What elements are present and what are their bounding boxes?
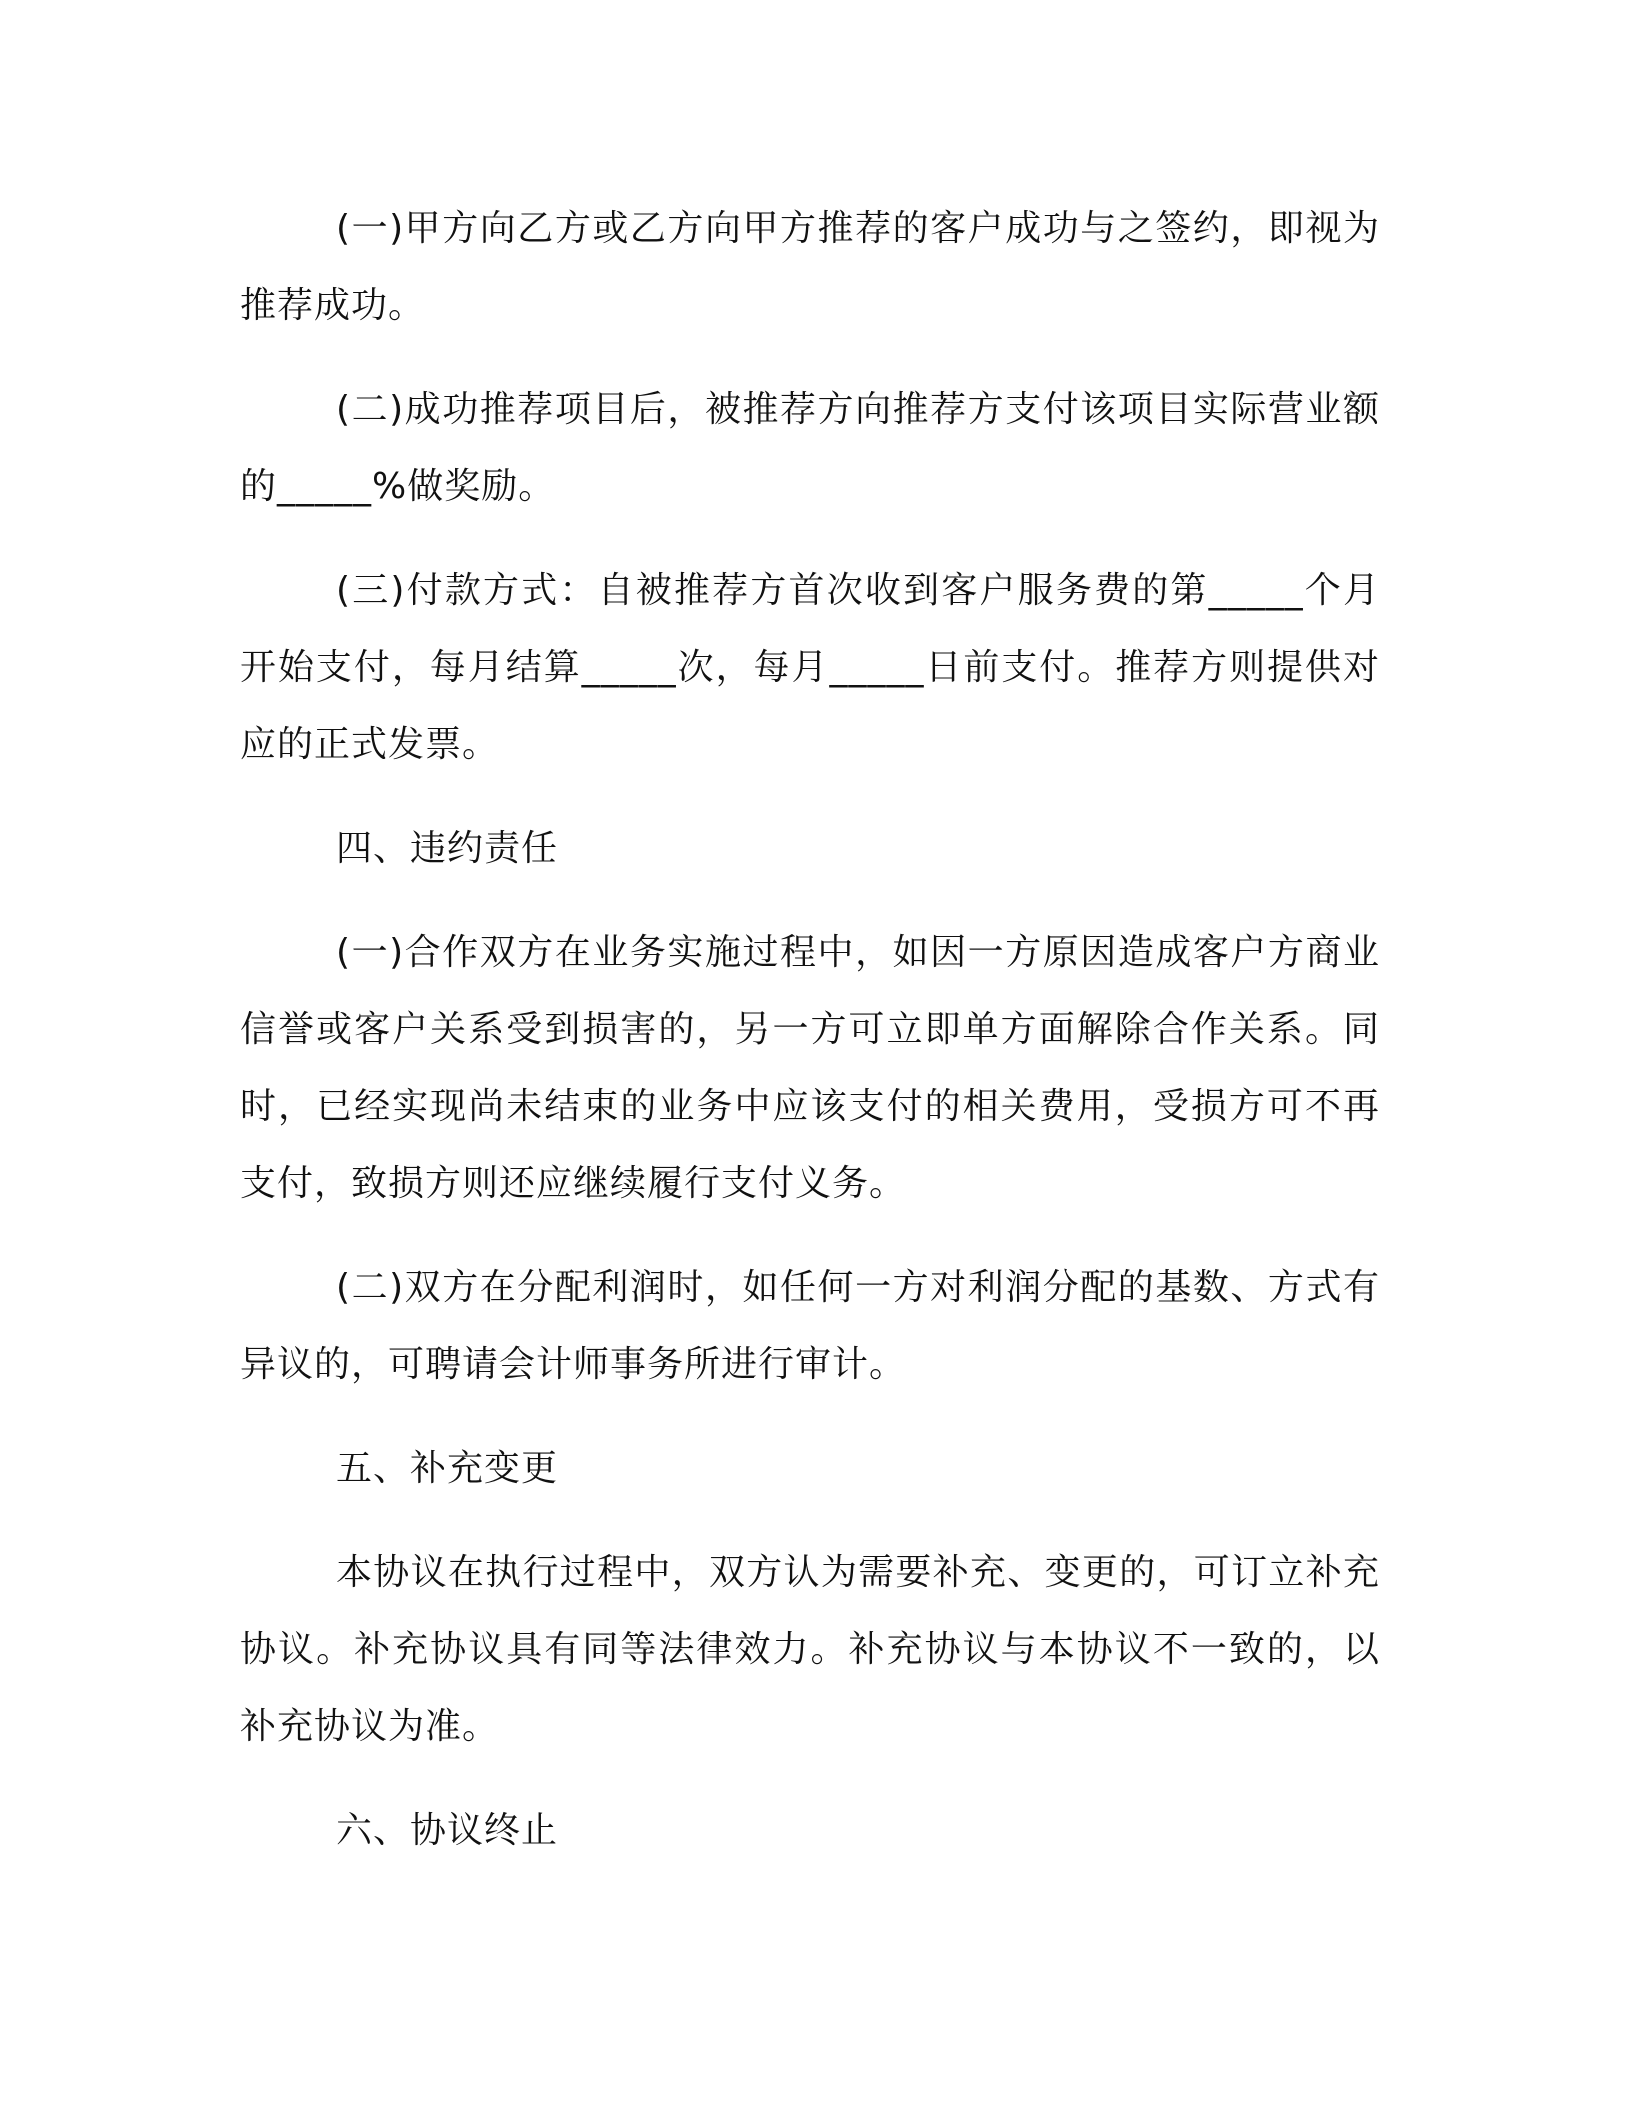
section-heading-termination: 六、协议终止 [336,1810,559,1851]
document-body [240,190,1380,1896]
clause-3-2: (二)成功推荐项目后，被推荐方向推荐方支付该项目实际营业额的_____%做奖励。 [240,389,1380,507]
section-heading-breach-liability: 四、违约责任 [336,828,559,869]
clause-4-2: (二)双方在分配利润时，如任何一方对利润分配的基数、方式有异议的，可聘请会计师事务所进行审计。 [240,1267,1380,1385]
section-heading-supplement-change: 五、补充变更 [336,1448,559,1489]
clause-4-1: (一)合作双方在业务实施过程中，如因一方原因造成客户方商业信誉或客户关系受到损害的，另一方可立即单方面解除合作关系。同时，已经实现尚未结束的业务中应该支付的相关费用，受损方可不再支付，致损方则还应继续履行支付义务。 [240,932,1380,1204]
clause-5-body: 本协议在执行过程中，双方认为需要补充、变更的，可订立补充协议。补充协议具有同等法律效力。补充协议与本协议不一致的，以补充协议为准。 [240,1552,1380,1747]
clause-3-3: (三)付款方式：自被推荐方首次收到客户服务费的第_____个月开始支付，每月结算_____次，每月_____日前支付。推荐方则提供对应的正式发票。 [240,570,1380,765]
clause-3-1: (一)甲方向乙方或乙方向甲方推荐的客户成功与之签约，即视为推荐成功。 [240,208,1380,326]
